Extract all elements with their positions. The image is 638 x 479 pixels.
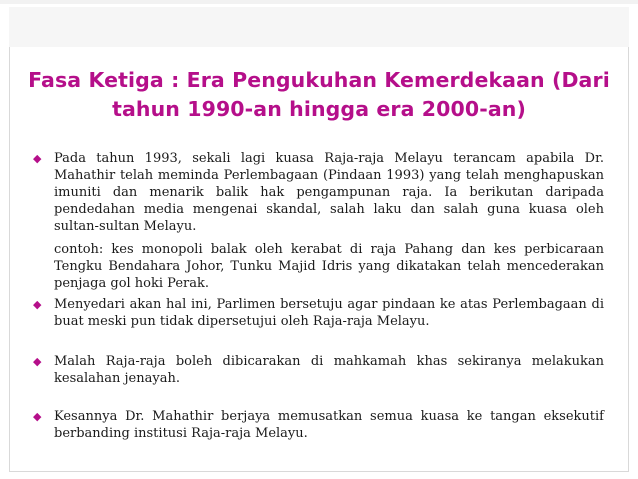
bullet-paragraph: Malah Raja-raja boleh dibicarakan di mahkamah khas sekiranya melakukan kesalahan jenayah. bbox=[54, 354, 604, 386]
top-bar bbox=[0, 0, 638, 4]
slide-content bbox=[32, 150, 604, 441]
bullet-item bbox=[32, 150, 604, 292]
bullet-paragraph: Pada tahun 1993, sekali lagi kuasa Raja-raja Melayu terancam apabila Dr. Mahathir telah meminda Perlembagaan (Pindaan 1993) yang telah menghapuskan imuniti dan menarik balik hak pengampunan raja. Ia berikutan daripada pendedahan media mengenai skandal, salah laku dan salah guna kuasa oleh sultan-sultan Melayu. bbox=[54, 151, 604, 234]
bullet-item bbox=[32, 408, 604, 442]
bullet-item bbox=[32, 296, 604, 330]
diamond-bullet-icon: ◆ bbox=[33, 152, 42, 165]
slide-title bbox=[20, 66, 618, 124]
diamond-bullet-icon: ◆ bbox=[33, 355, 42, 368]
diamond-bullet-icon: ◆ bbox=[33, 298, 42, 311]
diamond-bullet-icon: ◆ bbox=[33, 410, 42, 423]
bullet-paragraph: contoh: kes monopoli balak oleh kerabat di raja Pahang dan kes perbicaraan Tengku Bendahara Johor, Tunku Majid Idris yang dikatakan telah mencederakan penjaga gol hoki Perak. bbox=[54, 242, 604, 291]
slide-title-line-2: tahun 1990-an hingga era 2000-an) bbox=[112, 97, 526, 121]
slide-header-band bbox=[9, 7, 629, 47]
bullet-item bbox=[32, 353, 604, 387]
bullet-paragraph: Menyedari akan hal ini, Parlimen bersetuju agar pindaan ke atas Perlembagaan di buat meski pun tidak dipersetujui oleh Raja-raja Melayu. bbox=[54, 297, 604, 329]
bullet-paragraph: Kesannya Dr. Mahathir berjaya memusatkan semua kuasa ke tangan eksekutif berbanding institusi Raja-raja Melayu. bbox=[54, 409, 604, 441]
slide-title-line-1: Fasa Ketiga : Era Pengukuhan Kemerdekaan (Dari bbox=[28, 68, 610, 92]
